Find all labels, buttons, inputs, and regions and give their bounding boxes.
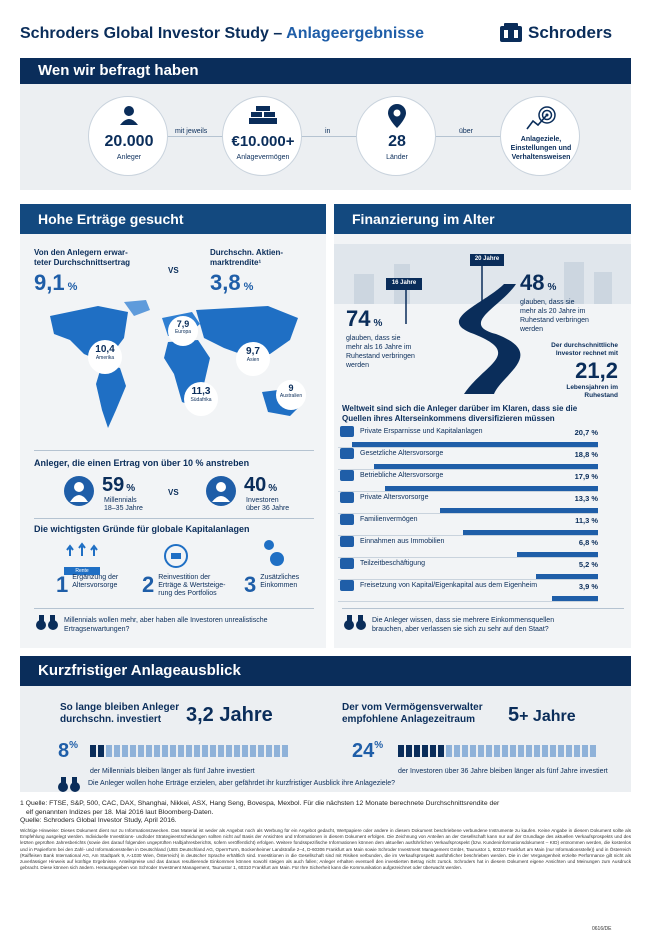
- bar-label: Familienvermögen: [360, 516, 418, 523]
- stat-circle-vermoegen: [222, 96, 302, 176]
- reason-num-2: 2: [142, 572, 155, 597]
- millennials-pct: %: [126, 483, 136, 494]
- person-icon: [534, 745, 540, 757]
- bar-value-label: 13,3 %: [574, 494, 598, 503]
- reasons-title: Die wichtigsten Gründe für globale Kapitalanlagen: [34, 524, 250, 534]
- person-icon: [282, 745, 288, 757]
- person-icon: [194, 745, 200, 757]
- stat-label-vermoegen: Anlagevermögen: [236, 154, 290, 161]
- divider: [342, 608, 624, 609]
- divider: [34, 450, 314, 451]
- map-name-europa: Europa: [174, 329, 192, 335]
- bars-title: Weltweit sind sich die Anleger darüber im Klaren, dass sie die Quellen ihres Alterseinkommens diversifizieren müssen: [342, 404, 578, 423]
- binoculars-icon: [36, 614, 58, 630]
- road-sign-16: 16 Jahre: [391, 280, 417, 286]
- investors-number: 40: [244, 474, 267, 496]
- bar-row: [338, 558, 598, 580]
- person-icon: [510, 745, 516, 757]
- bar-label: Betriebliche Altersvorsorge: [360, 472, 444, 479]
- target-icon: [525, 105, 557, 131]
- person-icon: [122, 745, 128, 757]
- bar: [352, 442, 598, 447]
- connector-label-2: in: [322, 128, 333, 135]
- reason-num-3: 3: [244, 572, 257, 597]
- stat-circle-ziele: [500, 96, 580, 176]
- stat-48-pct: %: [547, 282, 557, 293]
- millennials-value: [102, 474, 135, 497]
- person-icon: [114, 745, 120, 757]
- recommended-period-label: Der vom Vermögensverwalter empfohlene Anlagezeitraum: [342, 702, 483, 725]
- location-pin-icon: [388, 104, 406, 128]
- income-source-icon: [340, 580, 354, 591]
- stat-circle-anleger: [88, 96, 168, 176]
- stat-value-anleger: 20.000: [104, 133, 154, 150]
- binoculars-icon: [344, 614, 366, 630]
- person-icon: [462, 745, 468, 757]
- person-icon: [106, 745, 112, 757]
- person-icon: [430, 745, 436, 757]
- person-icon: [574, 745, 580, 757]
- avg-retirement-label: Der durchschnittliche Investor rechnet mit: [551, 342, 618, 357]
- woman-icon: [64, 476, 94, 506]
- map-value-suedafrika: 11,3: [191, 386, 211, 397]
- map-name-australien: Australien: [279, 393, 303, 399]
- avg-retirement-value: 21,2: [575, 358, 618, 383]
- person-icon: [98, 745, 104, 757]
- person-icon: [406, 745, 412, 757]
- person-icon: [266, 745, 272, 757]
- plants-icon: [64, 542, 100, 574]
- map-value-amerika: 10,4: [95, 344, 115, 355]
- stat-48-number: 48: [520, 270, 545, 295]
- bar-label: Private Ersparnisse und Kapitalanlagen: [360, 428, 483, 435]
- connector-label-3: über: [456, 128, 476, 135]
- document-code: 0616/DE: [592, 926, 612, 932]
- person-icon: [186, 745, 192, 757]
- person-icon: [119, 105, 139, 125]
- bar: [385, 486, 598, 491]
- schroders-logo: [498, 22, 612, 44]
- stat-48: [520, 270, 556, 296]
- bar-label: Teilzeitbeschäftigung: [360, 560, 425, 567]
- income-source-icon: [340, 536, 354, 547]
- bar-row: [338, 448, 598, 470]
- person-icon: [90, 745, 96, 757]
- person-icon: [558, 745, 564, 757]
- person-icon: [414, 745, 420, 757]
- recommended-period-value: [508, 704, 576, 727]
- section-title-wen: Wen wir befragt haben: [20, 58, 631, 84]
- footnote: [20, 800, 631, 826]
- market-return-label: Durchschn. Aktien- marktrendite¹: [210, 248, 284, 267]
- map-name-asien: Asien: [246, 357, 260, 363]
- map-bubble-australien: [276, 380, 306, 410]
- sec3-note: Die Anleger wissen, dass sie mehrere Einkommensquellen brauchen, aber verlassen sie sich zu sehr auf den Staat?: [372, 617, 555, 633]
- stat-74-number: 74: [346, 306, 371, 331]
- expected-return-number: 9,1: [34, 270, 65, 295]
- bar-row: [338, 492, 598, 514]
- crest-icon: [498, 22, 524, 44]
- bar-value-label: 18,8 %: [574, 450, 598, 459]
- investors-value: [244, 474, 277, 497]
- stat-label-laender: Länder: [386, 154, 408, 161]
- page-title-accent: Anlageergebnisse: [286, 25, 424, 42]
- map-bubble-amerika: [88, 340, 122, 374]
- map-bubble-asien: [236, 342, 270, 376]
- recommended-period-rest: + Jahre: [519, 708, 576, 725]
- person-icon: [170, 745, 176, 757]
- sec4-note: Die Anleger wollen hohe Erträge erzielen, aber gefährdet ihr kurzfristiger Ausblick ihre Anlageziele?: [88, 780, 396, 787]
- person-icon: [550, 745, 556, 757]
- stat-74: [346, 306, 382, 332]
- page-title-main: Schroders Global Investor Study –: [20, 25, 287, 42]
- market-return-number: 3,8: [210, 270, 241, 295]
- person-icon: [146, 745, 152, 757]
- bar: [536, 574, 598, 579]
- reason-1: [56, 574, 118, 596]
- person-icon: [478, 745, 484, 757]
- map-value-asien: 9,7: [246, 346, 260, 357]
- source-line: Quelle: Schroders Global Investor Study, April 2016.: [20, 817, 177, 824]
- millennials-label: Millennials 18–35 Jahre: [104, 497, 143, 512]
- person-icon: [274, 745, 280, 757]
- income-source-icon: [340, 492, 354, 503]
- investors-people-row: [398, 744, 598, 762]
- person-icon: [202, 745, 208, 757]
- bar-value-label: 17,9 %: [574, 472, 598, 481]
- reason-text-1: Ergänzung der Altersvorsorge: [72, 574, 119, 589]
- map-greenland: [124, 300, 150, 316]
- bar-row: [338, 580, 598, 602]
- investors-stay-number: 24: [352, 740, 375, 762]
- sec2-note: Millennials wollen mehr, aber haben alle Investoren unrealistische Ertragserwartungen?: [64, 617, 268, 633]
- person-icon: [210, 745, 216, 757]
- person-icon: [526, 745, 532, 757]
- bar-label: Private Altersvorsorge: [360, 494, 429, 501]
- person-icon: [422, 745, 428, 757]
- bar: [440, 508, 598, 513]
- person-icon: [138, 745, 144, 757]
- reason-2: [142, 574, 225, 598]
- section-title-ausblick: Kurzfristiger Anlageausblick: [20, 656, 631, 686]
- reason-text-3: Zusätzliches Einkommen: [260, 574, 300, 589]
- section-title-ertraege: Hohe Erträge gesucht: [20, 204, 326, 234]
- person-icon: [178, 745, 184, 757]
- reason-3: [244, 574, 299, 596]
- page-title: [20, 25, 424, 43]
- road-sign-20: 20 Jahre: [474, 256, 500, 262]
- stat-74-pct: %: [373, 318, 383, 329]
- person-icon: [502, 745, 508, 757]
- reason-num-1: 1: [56, 572, 69, 597]
- map-name-suedafrika: Südafrika: [190, 397, 212, 403]
- bar-row: [338, 426, 598, 448]
- millennials-avatar: [64, 476, 94, 506]
- bar-row: [338, 470, 598, 492]
- reason-text-2: Reinvestition der Erträge & Wertsteige- rung des Portfolios: [158, 574, 226, 597]
- millennials-people-row: [90, 744, 290, 762]
- expected-return-label: Von den Anlegern erwar- teter Durchschnittsertrag: [34, 248, 131, 267]
- person-icon: [154, 745, 160, 757]
- bar-value-label: 6,8 %: [578, 538, 598, 547]
- millennials-number: 59: [102, 474, 125, 496]
- bar-value-label: 5,2 %: [578, 560, 598, 569]
- map-bubble-europa: [168, 316, 198, 346]
- divider: [34, 608, 314, 609]
- bar: [517, 552, 598, 557]
- person-icon: [470, 745, 476, 757]
- market-return-value: [210, 270, 253, 296]
- map-name-amerika: Amerika: [95, 355, 115, 361]
- income-source-icon: [340, 426, 354, 437]
- investors-label: Investoren über 36 Jahre: [246, 497, 290, 512]
- person-icon: [454, 745, 460, 757]
- income-source-icon: [340, 514, 354, 525]
- investors-pct: %: [268, 483, 278, 494]
- recommended-period-number: 5: [508, 704, 520, 726]
- person-icon: [566, 745, 572, 757]
- person-icon: [218, 745, 224, 757]
- bar: [552, 596, 598, 601]
- person-icon: [590, 745, 596, 757]
- bar-label: Einnahmen aus Immobilien: [360, 538, 445, 545]
- divider: [34, 518, 314, 519]
- connector-label-1: mit jeweils: [172, 128, 210, 135]
- millennials-stay-caption: der Millennials bleiben länger als fünf Jahre investiert: [90, 768, 255, 775]
- market-return-pct: %: [243, 281, 254, 293]
- stat-circle-laender: [356, 96, 436, 176]
- bar-label: Freisetzung von Kapital/Eigenkapital aus dem Eigenheim: [360, 582, 538, 589]
- person-icon: [398, 745, 404, 757]
- map-value-australien: 9: [288, 383, 294, 393]
- section-title-finanzierung: Finanzierung im Alter: [334, 204, 631, 234]
- income-source-icon: [340, 448, 354, 459]
- footnote-line-2: elf genannten Indizes per 18. Mai 2016 laut Bloomberg-Daten.: [26, 808, 214, 816]
- person-icon: [518, 745, 524, 757]
- millennials-stay-unit: %: [69, 740, 79, 751]
- expected-return-value: [34, 270, 77, 296]
- investors-stay-unit: %: [374, 740, 384, 751]
- gold-bars-icon: [249, 105, 277, 125]
- bar-value-label: 11,3 %: [575, 516, 598, 525]
- person-icon: [250, 745, 256, 757]
- bar-row: [338, 514, 598, 536]
- binoculars-icon: [58, 776, 80, 792]
- rente-box: Rente: [64, 567, 100, 575]
- person-icon: [438, 745, 444, 757]
- stat-48-text: glauben, dass sie mehr als 20 Jahre im Ruhestand verbringen werden: [520, 299, 589, 333]
- income-source-icon: [340, 558, 354, 569]
- person-icon: [130, 745, 136, 757]
- income-source-icon: [340, 470, 354, 481]
- person-icon: [582, 745, 588, 757]
- over10-title: Anleger, die einen Ertrag von über 10 % anstreben: [34, 458, 250, 468]
- stat-value-vermoegen: €10.000+: [231, 133, 295, 150]
- disclaimer: Wichtige Hinweise: Dieses Dokument dient nur zu Informationszwecken. Das Material ist weder als Angebot noch als Werbung für ein Angebot gedacht, Wertpapiere oder andere in diesem Dokument beschriebene verbundene Instrumente zu kaufen. Keine Angabe in diesem Dokument sollte als Empfehlung ausgelegt werden. Individuelle Investitions- und/oder Strategieentscheidungen sollten nicht auf Basis der Ansichten und Informationen in diesem Dokument erfolgen. Die Zeichnung von Anteilen an der Gesellschaft kann nur auf der Grundlage des aktuellen Verkaufsprospekts und des letzten geprüften Jahresberichts (sowie des darauf folgenden ungeprüften Halbjahresberichts, sofern veröffentlicht) erfolgen. Weitere fondsspezifische Informationen können dem aktuellen ausführlichen Verkaufsprospekt (bzw. Kundeninformationsdokument – KID) entnommen werden, die kostenlos und in Papierform bei den Zahl- und Informationsstellen in Deutschland (UBS Deutschland AG, OpernTurm, Bockenheimer Landstraße 2–4, D-60306 Frankfurt am Main sowie Schroder Investment Management GmbH, Taunustor 1, 60310 Frankfurt am Main (nur Informationsstelle)) und in Österreich (Raiffeisen Bank International AG, Am Stadtpark 9, A-1030 Wien, Österreich) in deutscher Sprache erhältlich sind. Investitionen in die Gesellschaft sind mit Risiken verbunden, die im Verkaufsprospekt ausführlicher beschrieben werden. Die in der Vergangenheit erzielte Performance gilt nicht als zuverlässiger Hinweis auf künftige Ergebnisse. Anteilspreise und das daraus resultierende Einkommen können sowohl steigen als auch fallen; Anleger erhalten eventuell den investierten Betrag nicht zurück. Schroders hat in diesem Dokument eigene Ansichten und Meinungen zum Ausdruck gebracht. Diese können sich ändern. Herausgegeben von Schroder Investment Management, Taunustor 1, 60310 Frankfurt am Main. Für Ihre Sicherheit kann die Kommunikation aufgezeichnet oder überwacht werden.: [20, 828, 631, 871]
- investors-avatar: [206, 476, 236, 506]
- bar-row: [338, 536, 598, 558]
- stat-label-anleger: Anleger: [116, 154, 142, 161]
- map-value-europa: 7,9: [176, 319, 190, 329]
- stat-74-text: glauben, dass sie mehr als 16 Jahre im Ruhestand verbringen werden: [346, 335, 415, 369]
- stat-value-laender: 28: [388, 133, 406, 150]
- bar: [463, 530, 598, 535]
- refresh-money-icon: [164, 544, 188, 568]
- holding-period-label: So lange bleiben Anleger durchschn. investiert: [60, 702, 180, 725]
- millennials-stay-pct: [58, 740, 78, 763]
- vs-label-2: VS: [168, 488, 179, 497]
- expected-return-pct: %: [67, 281, 78, 293]
- vs-label: VS: [168, 266, 179, 275]
- footnote-line-1: 1 Quelle: FTSE, S&P, 500, CAC, DAX, Shanghai, Nikkei, ASX, Hang Seng, Bovespa, Mexbol. Für die nächsten 12 Monate berechnete Durchschnittsrendite der: [20, 800, 500, 807]
- investors-stay-caption: der Investoren über 36 Jahre bleiben länger als fünf Jahre investiert: [398, 768, 608, 775]
- man-icon: [206, 476, 236, 506]
- bar-value-label: 20,7 %: [574, 428, 598, 437]
- bar-value-label: 3,9 %: [578, 582, 598, 591]
- avg-retirement-unit: Lebensjahren im Ruhestand: [566, 384, 618, 399]
- stat-label-ziele: Anlageziele, Einstellungen und Verhaltensweisen: [510, 136, 572, 161]
- map-bubble-suedafrika: [184, 382, 218, 416]
- person-icon: [486, 745, 492, 757]
- person-icon: [234, 745, 240, 757]
- holding-period-value: 3,2 Jahre: [186, 704, 273, 726]
- bar-label: Gesetzliche Altersvorsorge: [360, 450, 444, 457]
- coins-icon: [262, 540, 284, 568]
- person-icon: [446, 745, 452, 757]
- person-icon: [542, 745, 548, 757]
- person-icon: [242, 745, 248, 757]
- millennials-stay-number: 8: [58, 740, 70, 762]
- person-icon: [494, 745, 500, 757]
- investors-stay-pct: [352, 740, 383, 763]
- logo-text: Schroders: [528, 23, 613, 42]
- person-icon: [258, 745, 264, 757]
- person-icon: [162, 745, 168, 757]
- bar: [374, 464, 598, 469]
- person-icon: [226, 745, 232, 757]
